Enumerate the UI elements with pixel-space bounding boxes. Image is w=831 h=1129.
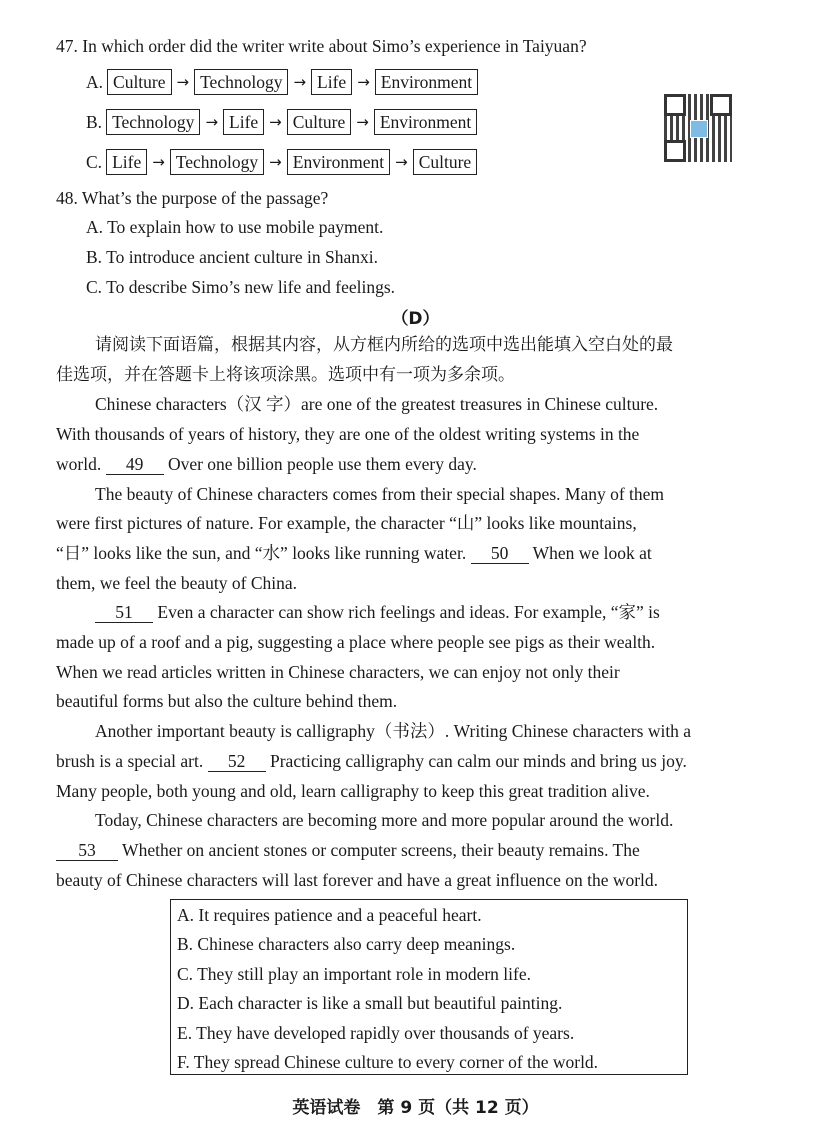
answer-blank[interactable]: 52 — [208, 751, 266, 772]
paragraph-line — [56, 836, 764, 866]
sequence-box: Life — [106, 149, 147, 175]
choice-item: B. Chinese characters also carry deep meanings. — [177, 934, 516, 955]
answer-blank[interactable]: 50 — [471, 543, 529, 564]
arrow-right-icon: → — [269, 113, 282, 131]
arrow-right-icon: → — [395, 153, 408, 171]
text-run: Even a character can show rich feelings and ideas. For example, “家” is — [153, 602, 660, 623]
paragraph-line: Chinese characters（汉 字）are one of the greatest treasures in Chinese culture. — [95, 394, 659, 415]
sequence-box: Technology — [106, 109, 200, 135]
arrow-right-icon: → — [357, 73, 370, 91]
sequence-box: Environment — [374, 109, 477, 135]
paragraph-line: The beauty of Chinese characters comes from their special shapes. Many of them — [95, 483, 665, 504]
instruction-line: 佳选项，并在答题卡上将该项涂黑。选项中有一项为多余项。 — [56, 364, 515, 385]
sequence-box: Technology — [194, 69, 288, 95]
paragraph-line: them, we feel the beauty of China. — [56, 572, 298, 593]
qr-logo — [690, 120, 708, 138]
question-48-stem: 48. What’s the purpose of the passage? — [56, 188, 329, 208]
sequence-box: Life — [311, 69, 352, 95]
arrow-right-icon: → — [176, 73, 190, 91]
arrow-right-icon: → — [293, 73, 307, 91]
paragraph-line: were first pictures of nature. For example, the character “山” looks like mountains, — [56, 513, 637, 534]
sequence-box: Environment — [375, 69, 478, 95]
sequence-box: Environment — [287, 149, 390, 175]
answer-blank[interactable]: 53 — [56, 840, 118, 861]
paragraph-line — [56, 598, 764, 628]
paragraph-line: beauty of Chinese characters will last forever and have a great influence on the world. — [56, 869, 659, 890]
arrow-right-icon: → — [152, 153, 165, 171]
choice-item: C. They still play an important role in modern life. — [177, 963, 531, 984]
section-title: （D） — [391, 309, 440, 329]
passage — [56, 331, 764, 895]
question-48-option-c[interactable]: C. To describe Simo’s new life and feelings. — [86, 277, 396, 297]
qr-finder-pattern — [710, 94, 732, 116]
text-run: Practicing calligraphy can calm our minds and bring us joy. — [265, 750, 687, 771]
paragraph-line: With thousands of years of history, they are one of the oldest writing systems in the — [56, 424, 640, 445]
sequence-box: Culture — [107, 69, 172, 95]
question-47-option-c[interactable] — [86, 149, 477, 175]
instruction-line: 请阅读下面语篇，根据其内容，从方框内所给的选项中选出能填入空白处的最 — [95, 335, 673, 355]
qr-finder-pattern — [664, 140, 686, 162]
sequence-box: Technology — [170, 149, 264, 175]
sequence-box: Culture — [287, 109, 352, 135]
sequence-box: Culture — [413, 149, 478, 175]
paragraph-line: Today, Chinese characters are becoming more and more popular around the world. — [95, 810, 674, 831]
choice-item: F. They spread Chinese culture to every corner of the world. — [177, 1052, 599, 1073]
question-47-stem: 47. In which order did the writer write about Simo’s experience in Taiyuan? — [56, 36, 587, 56]
qr-finder-pattern — [664, 94, 686, 116]
paragraph-line: Another important beauty is calligraphy（书法）. Writing Chinese characters with a — [95, 721, 692, 742]
answer-blank[interactable]: 49 — [106, 454, 164, 475]
text-run: brush is a special art. — [56, 750, 208, 771]
text-run: Whether on ancient stones or computer screens, their beauty remains. The — [118, 839, 640, 860]
paragraph-line: beautiful forms but also the culture behind them. — [56, 691, 398, 712]
paragraph-line — [56, 747, 764, 777]
arrow-right-icon: → — [356, 113, 369, 131]
question-47-option-a[interactable] — [86, 69, 478, 95]
paragraph-line: When we read articles written in Chinese characters, we can enjoy not only their — [56, 661, 620, 682]
option-letter: C. — [86, 151, 103, 172]
choice-item: A. It requires patience and a peaceful heart. — [177, 905, 482, 925]
paragraph-line: made up of a roof and a pig, suggesting a place where people see pigs as their wealth. — [56, 632, 656, 653]
question-47-option-b[interactable] — [86, 109, 477, 135]
option-letter: B. — [86, 111, 103, 132]
choices-box — [170, 899, 688, 1075]
arrow-right-icon: → — [205, 113, 219, 131]
question-48-option-a[interactable]: A. To explain how to use mobile payment. — [86, 217, 384, 237]
choice-item: D. Each character is like a small but beautiful painting. — [177, 993, 563, 1014]
text-run: When we look at — [528, 542, 652, 563]
paragraph-line: Many people, both young and old, learn calligraphy to keep this great tradition alive. — [56, 780, 650, 801]
sequence-box: Life — [223, 109, 264, 135]
text-run: Over one billion people use them every day. — [163, 453, 477, 474]
arrow-right-icon: → — [269, 153, 282, 171]
text-run: “日” looks like the sun, and “水” looks like running water. — [56, 542, 471, 563]
choice-item: E. They have developed rapidly over thousands of years. — [177, 1022, 575, 1043]
option-letter: A. — [86, 71, 104, 92]
page-footer: 英语试卷 第 9 页（共 12 页） — [292, 1098, 539, 1118]
paragraph-line — [56, 450, 764, 480]
qr-code-icon — [664, 94, 732, 162]
text-run: world. — [56, 453, 106, 474]
answer-blank[interactable]: 51 — [95, 602, 153, 623]
question-48-option-b[interactable]: B. To introduce ancient culture in Shanxi. — [86, 247, 378, 267]
paragraph-line — [56, 539, 764, 569]
